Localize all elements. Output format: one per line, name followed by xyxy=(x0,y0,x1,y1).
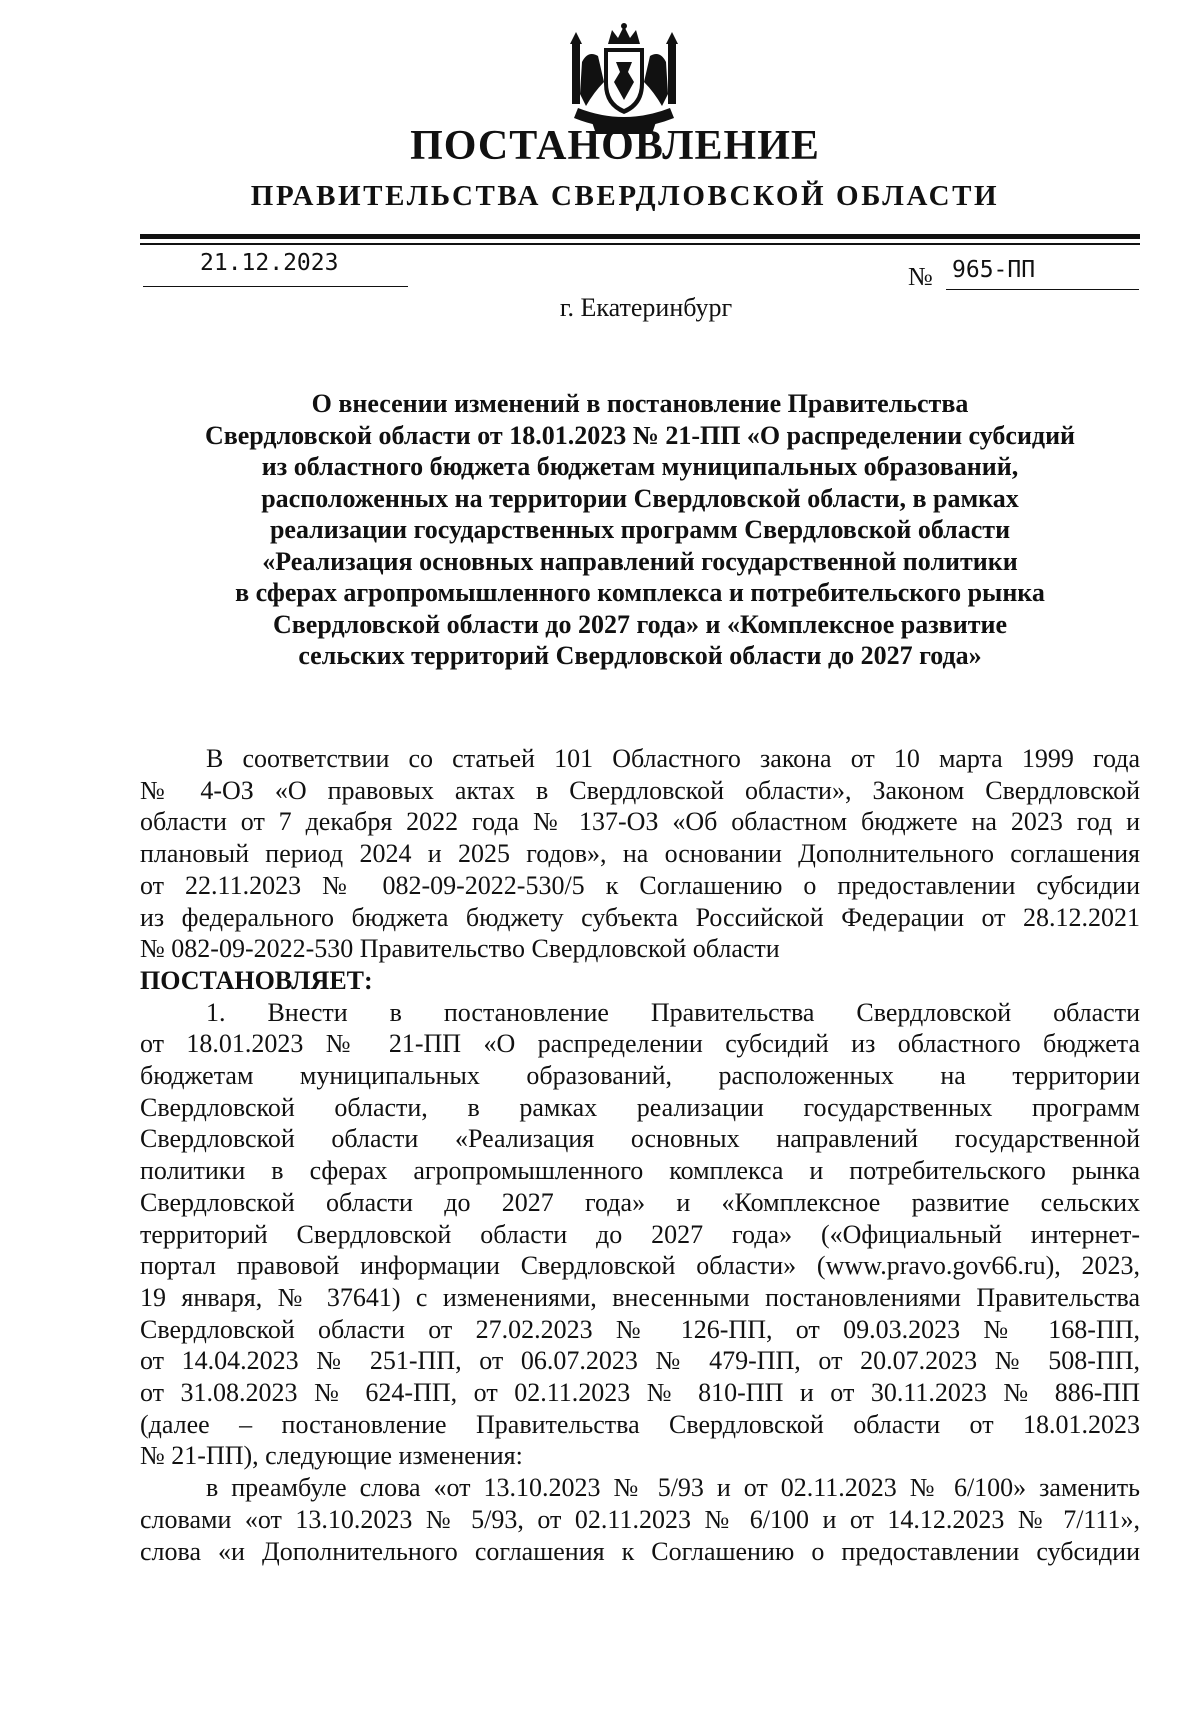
heading-line: реализации государственных программ Свердловской области xyxy=(269,515,1011,544)
body-line: от 14.04.2023 № 251-ПП, от 06.07.2023 № 479-ПП, от 20.07.2023 № 508-ПП, xyxy=(140,1346,1140,1376)
body-line: № 082-09-2022-530 Правительство Свердловской области xyxy=(140,934,780,964)
header-rule-thick xyxy=(140,234,1140,239)
body-line: в преамбуле слова «от 13.10.2023 № 5/93 и от 02.11.2023 № 6/100» заменить xyxy=(206,1473,1140,1503)
heading-line: «Реализация основных направлений государственной политики xyxy=(262,546,1018,576)
body-line: Свердловской области до 2027 года» и «Комплексное развитие сельских xyxy=(140,1187,1140,1217)
body-line: плановый период 2024 и 2025 годов», на основании Дополнительного соглашения xyxy=(140,839,1140,869)
number-sign: № xyxy=(908,262,933,291)
body-line: 1. Внести в постановление Правительства Свердловской области xyxy=(206,997,1140,1027)
heading-line: Свердловской области до 2027 года» и «Комплексное развитие xyxy=(272,609,1007,639)
body-line: бюджетам муниципальных образований, расположенных на территории xyxy=(140,1061,1140,1091)
body-line: от 18.01.2023 № 21-ПП «О распределении субсидий из областного бюджета xyxy=(140,1029,1140,1059)
heading-line: сельских территорий Свердловской области до 2027 года» xyxy=(298,641,982,670)
body-line: В соответствии со статьей 101 Областного закона от 10 марта 1999 года xyxy=(206,744,1140,773)
document-body xyxy=(140,743,1140,1567)
heading-line: Свердловской области от 18.01.2023 № 21-ПП «О распределении субсидий xyxy=(204,420,1076,450)
heading-line: в сферах агропромышленного комплекса и потребительского рынка xyxy=(235,578,1045,607)
document-title: ПОСТАНОВЛЕНИЕ xyxy=(410,123,820,169)
body-line: словами «от 13.10.2023 № 5/93, от 02.11.2023 № 6/100 и от 14.12.2023 № 7/111», xyxy=(140,1504,1140,1534)
body-line: № 4-ОЗ «О правовых актах в Свердловской области», Законом Свердловской xyxy=(140,775,1140,805)
body-line: № 21-ПП), следующие изменения: xyxy=(140,1441,523,1471)
body-line: слова «и Дополнительного соглашения к Соглашению о предоставлении субсидии xyxy=(140,1536,1140,1566)
date-underline xyxy=(143,286,408,287)
issuer-title: ПРАВИТЕЛЬСТВА СВЕРДЛОВСКОЙ ОБЛАСТИ xyxy=(250,180,1000,212)
body-line: из федерального бюджета бюджету субъекта Российской Федерации от 28.12.2021 xyxy=(140,902,1140,932)
body-line: Свердловской области «Реализация основных направлений государственной xyxy=(140,1124,1140,1154)
resolves-keyword: ПОСТАНОВЛЯЕТ: xyxy=(140,965,373,995)
body-line: Свердловской области от 27.02.2023 № 126-ПП, от 09.03.2023 № 168-ПП, xyxy=(140,1314,1140,1344)
body-line: от 31.08.2023 № 624-ПП, от 02.11.2023 № 810-ПП и от 30.11.2023 № 886-ПП xyxy=(140,1378,1140,1408)
body-line: 19 января, № 37641) с изменениями, внесенными постановлениями Правительства xyxy=(140,1282,1140,1312)
document-date: 21.12.2023 xyxy=(200,250,339,276)
document-number: 965-ПП xyxy=(952,257,1036,283)
body-line: от 22.11.2023 № 082-09-2022-530/5 к Соглашению о предоставлении субсидии xyxy=(140,870,1140,900)
body-line: (далее – постановление Правительства Свердловской области от 18.01.2023 xyxy=(140,1409,1140,1439)
header-rule-thin xyxy=(140,243,1140,245)
body-line: области от 7 декабря 2022 года № 137-ОЗ «Об областном бюджете на 2023 год и xyxy=(140,807,1140,837)
body-line: Свердловской области, в рамках реализации государственных программ xyxy=(140,1092,1140,1122)
heading-line: О внесении изменений в постановление Правительства xyxy=(311,389,969,418)
heading-line: из областного бюджета бюджетам муниципальных образований, xyxy=(261,452,1019,481)
document-heading xyxy=(140,388,1140,672)
body-line: территорий Свердловской области до 2027 года» («Официальный интернет- xyxy=(140,1219,1140,1249)
heading-line: расположенных на территории Свердловской области, в рамках xyxy=(261,483,1019,513)
number-underline xyxy=(946,289,1139,290)
body-line: политики в сферах агропромышленного комплекса и потребительского рынка xyxy=(140,1156,1140,1186)
body-line: портал правовой информации Свердловской области» (www.pravo.gov66.ru), 2023, xyxy=(140,1251,1140,1281)
document-city: г. Екатеринбург xyxy=(559,293,733,322)
